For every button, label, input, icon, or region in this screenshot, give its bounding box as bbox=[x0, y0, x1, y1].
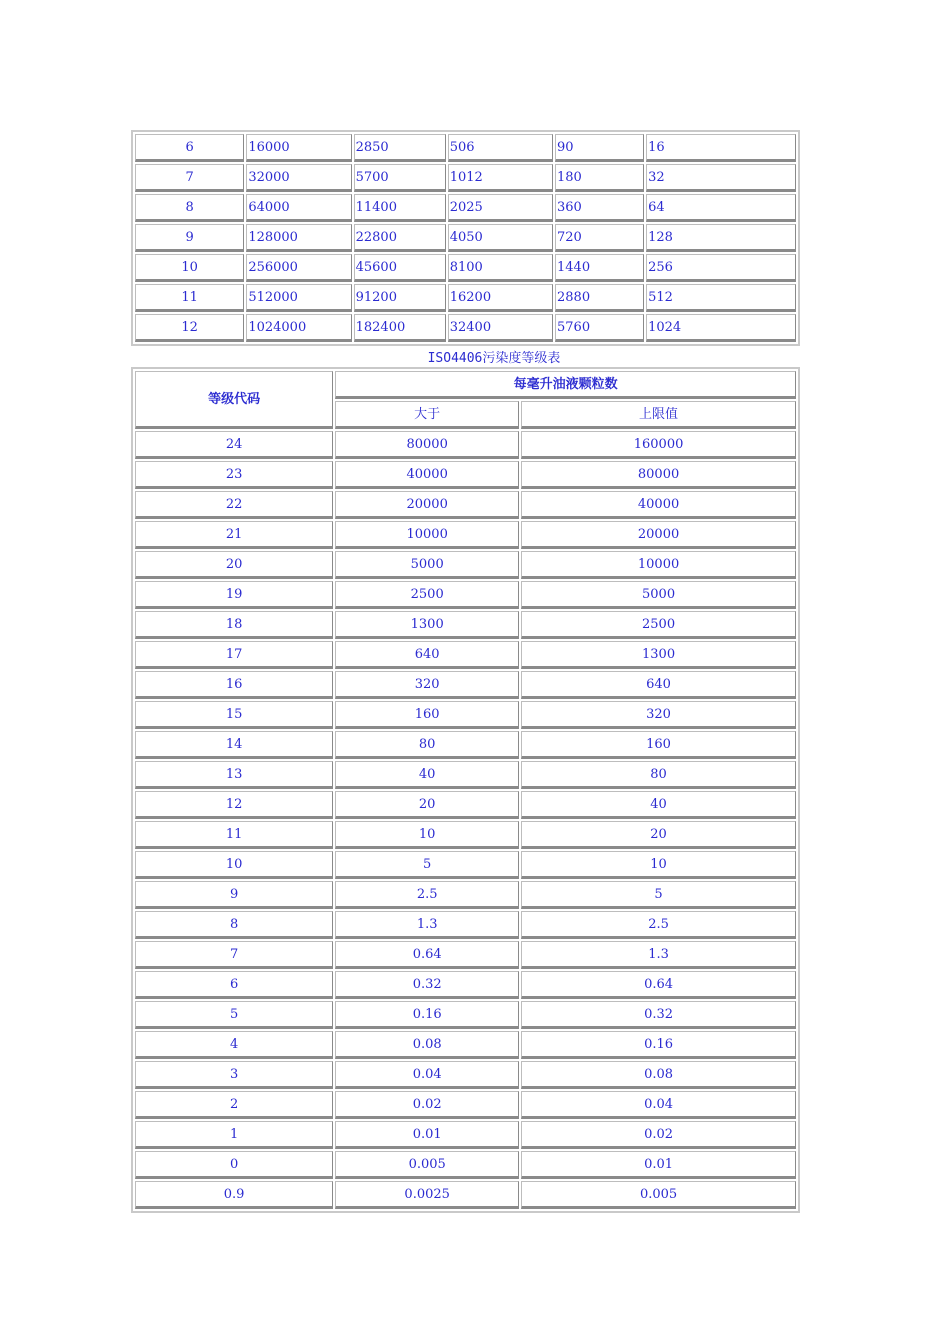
table-row bbox=[135, 971, 796, 999]
table-cell: 91200 bbox=[354, 284, 446, 312]
table-cell: 640 bbox=[521, 671, 796, 699]
table-cell: 0.16 bbox=[335, 1001, 519, 1029]
table-cell: 1 bbox=[135, 1121, 333, 1149]
top-table-body bbox=[135, 134, 796, 342]
table-cell: 128 bbox=[646, 224, 796, 252]
table-cell: 22800 bbox=[354, 224, 446, 252]
header-row bbox=[135, 371, 796, 399]
table-cell: 32 bbox=[646, 164, 796, 192]
table-cell: 18 bbox=[135, 611, 333, 639]
table-cell: 180 bbox=[555, 164, 644, 192]
table-cell: 4050 bbox=[448, 224, 553, 252]
header-more-than: 大于 bbox=[335, 401, 519, 429]
table-cell: 40 bbox=[521, 791, 796, 819]
table-row bbox=[135, 791, 796, 819]
table-cell: 0.01 bbox=[335, 1121, 519, 1149]
table-cell: 20 bbox=[135, 551, 333, 579]
table-row bbox=[135, 491, 796, 519]
table-cell: 1440 bbox=[555, 254, 644, 282]
table-cell: 2500 bbox=[335, 581, 519, 609]
table-row bbox=[135, 254, 796, 282]
table-row bbox=[135, 164, 796, 192]
table-cell: 0.04 bbox=[521, 1091, 796, 1119]
table-cell: 128000 bbox=[246, 224, 351, 252]
table-cell: 16 bbox=[646, 134, 796, 162]
table-cell: 4 bbox=[135, 1031, 333, 1059]
table-row bbox=[135, 461, 796, 489]
table-row bbox=[135, 431, 796, 459]
table-cell: 11400 bbox=[354, 194, 446, 222]
table-cell: 0.08 bbox=[521, 1061, 796, 1089]
table-cell: 5 bbox=[335, 851, 519, 879]
table-cell: 8 bbox=[135, 194, 244, 222]
table-row bbox=[135, 641, 796, 669]
table-cell: 7 bbox=[135, 941, 333, 969]
table-cell: 45600 bbox=[354, 254, 446, 282]
table-cell: 17 bbox=[135, 641, 333, 669]
table-row bbox=[135, 1091, 796, 1119]
table-row bbox=[135, 851, 796, 879]
table-cell: 80000 bbox=[521, 461, 796, 489]
table-cell: 32400 bbox=[448, 314, 553, 342]
table-cell: 10 bbox=[521, 851, 796, 879]
table-row bbox=[135, 761, 796, 789]
header-upper-limit: 上限值 bbox=[521, 401, 796, 429]
table-cell: 0.02 bbox=[335, 1091, 519, 1119]
header-particle-count: 每毫升油液颗粒数 bbox=[335, 371, 796, 399]
table-cell: 10 bbox=[135, 254, 244, 282]
table-cell: 6 bbox=[135, 971, 333, 999]
table-cell: 360 bbox=[555, 194, 644, 222]
table-cell: 320 bbox=[335, 671, 519, 699]
table-row bbox=[135, 1181, 796, 1209]
table-cell: 0.0025 bbox=[335, 1181, 519, 1209]
table-cell: 80 bbox=[335, 731, 519, 759]
table-row bbox=[135, 1151, 796, 1179]
table-cell: 3 bbox=[135, 1061, 333, 1089]
table-cell: 0.08 bbox=[335, 1031, 519, 1059]
table-row bbox=[135, 731, 796, 759]
table-row bbox=[135, 611, 796, 639]
table-cell: 16200 bbox=[448, 284, 553, 312]
table-cell: 11 bbox=[135, 821, 333, 849]
table-cell: 23 bbox=[135, 461, 333, 489]
table-cell: 720 bbox=[555, 224, 644, 252]
table-row bbox=[135, 1061, 796, 1089]
table-cell: 64000 bbox=[246, 194, 351, 222]
table-cell: 2880 bbox=[555, 284, 644, 312]
table-row bbox=[135, 581, 796, 609]
table-cell: 160 bbox=[521, 731, 796, 759]
table-row bbox=[135, 821, 796, 849]
table-row bbox=[135, 911, 796, 939]
table-row bbox=[135, 1121, 796, 1149]
table-cell: 0.32 bbox=[521, 1001, 796, 1029]
table-row bbox=[135, 134, 796, 162]
table-cell: 0.01 bbox=[521, 1151, 796, 1179]
table-cell: 512 bbox=[646, 284, 796, 312]
table-cell: 1300 bbox=[521, 641, 796, 669]
table-cell: 40000 bbox=[335, 461, 519, 489]
table-cell: 0.64 bbox=[335, 941, 519, 969]
table-cell: 1024 bbox=[646, 314, 796, 342]
table-cell: 20 bbox=[521, 821, 796, 849]
table-cell: 2.5 bbox=[335, 881, 519, 909]
table-cell: 7 bbox=[135, 164, 244, 192]
table-cell: 10 bbox=[335, 821, 519, 849]
table-cell: 0.32 bbox=[335, 971, 519, 999]
table-cell: 256 bbox=[646, 254, 796, 282]
table-cell: 0.64 bbox=[521, 971, 796, 999]
table-cell: 10000 bbox=[335, 521, 519, 549]
table-cell: 5000 bbox=[335, 551, 519, 579]
table-row bbox=[135, 1031, 796, 1059]
table-cell: 11 bbox=[135, 284, 244, 312]
table-cell: 512000 bbox=[246, 284, 351, 312]
table-cell: 9 bbox=[135, 881, 333, 909]
table-row bbox=[135, 194, 796, 222]
table-cell: 5000 bbox=[521, 581, 796, 609]
table-cell: 5 bbox=[521, 881, 796, 909]
table-row bbox=[135, 701, 796, 729]
table-row bbox=[135, 1001, 796, 1029]
table-cell: 14 bbox=[135, 731, 333, 759]
table-row bbox=[135, 224, 796, 252]
table-cell: 2 bbox=[135, 1091, 333, 1119]
table-cell: 8100 bbox=[448, 254, 553, 282]
table-cell: 160 bbox=[335, 701, 519, 729]
table-cell: 20000 bbox=[521, 521, 796, 549]
table-row bbox=[135, 551, 796, 579]
table-cell: 506 bbox=[448, 134, 553, 162]
table-cell: 6 bbox=[135, 134, 244, 162]
table-cell: 8 bbox=[135, 911, 333, 939]
table-cell: 0.005 bbox=[335, 1151, 519, 1179]
table-row bbox=[135, 671, 796, 699]
table-cell: 20000 bbox=[335, 491, 519, 519]
table-cell: 0.9 bbox=[135, 1181, 333, 1209]
table-cell: 90 bbox=[555, 134, 644, 162]
table-cell: 2850 bbox=[354, 134, 446, 162]
table-cell: 182400 bbox=[354, 314, 446, 342]
table-cell: 640 bbox=[335, 641, 519, 669]
table-cell: 21 bbox=[135, 521, 333, 549]
table-cell: 0.04 bbox=[335, 1061, 519, 1089]
table-cell: 160000 bbox=[521, 431, 796, 459]
table-cell: 5760 bbox=[555, 314, 644, 342]
table-cell: 5700 bbox=[354, 164, 446, 192]
table-cell: 10000 bbox=[521, 551, 796, 579]
table-row bbox=[135, 284, 796, 312]
table-cell: 1012 bbox=[448, 164, 553, 192]
table-cell: 24 bbox=[135, 431, 333, 459]
table-cell: 20 bbox=[335, 791, 519, 819]
table-cell: 1.3 bbox=[521, 941, 796, 969]
table-cell: 0 bbox=[135, 1151, 333, 1179]
table-cell: 1.3 bbox=[335, 911, 519, 939]
table-cell: 15 bbox=[135, 701, 333, 729]
table-cell: 16 bbox=[135, 671, 333, 699]
table-cell: 5 bbox=[135, 1001, 333, 1029]
table-caption: ISO4406污染度等级表 bbox=[427, 351, 561, 366]
iso4406-table bbox=[131, 367, 800, 1213]
table-cell: 2.5 bbox=[521, 911, 796, 939]
table-cell: 0.005 bbox=[521, 1181, 796, 1209]
table-cell: 0.02 bbox=[521, 1121, 796, 1149]
table-cell: 40000 bbox=[521, 491, 796, 519]
table-row bbox=[135, 314, 796, 342]
table-cell: 9 bbox=[135, 224, 244, 252]
table-cell: 64 bbox=[646, 194, 796, 222]
table-cell: 40 bbox=[335, 761, 519, 789]
table-cell: 1024000 bbox=[246, 314, 351, 342]
table-cell: 256000 bbox=[246, 254, 351, 282]
table-cell: 0.16 bbox=[521, 1031, 796, 1059]
table-cell: 320 bbox=[521, 701, 796, 729]
table-cell: 12 bbox=[135, 791, 333, 819]
table-row bbox=[135, 941, 796, 969]
table-cell: 10 bbox=[135, 851, 333, 879]
table-cell: 2500 bbox=[521, 611, 796, 639]
table-cell: 19 bbox=[135, 581, 333, 609]
top-table bbox=[131, 130, 800, 346]
iso4406-table-body bbox=[135, 431, 796, 1209]
table-cell: 22 bbox=[135, 491, 333, 519]
table-cell: 13 bbox=[135, 761, 333, 789]
table-cell: 80000 bbox=[335, 431, 519, 459]
table-cell: 1300 bbox=[335, 611, 519, 639]
table-cell: 12 bbox=[135, 314, 244, 342]
table-cell: 32000 bbox=[246, 164, 351, 192]
table-row bbox=[135, 521, 796, 549]
header-code: 等级代码 bbox=[135, 371, 333, 429]
table-row bbox=[135, 881, 796, 909]
table-cell: 16000 bbox=[246, 134, 351, 162]
table-cell: 2025 bbox=[448, 194, 553, 222]
table-cell: 80 bbox=[521, 761, 796, 789]
